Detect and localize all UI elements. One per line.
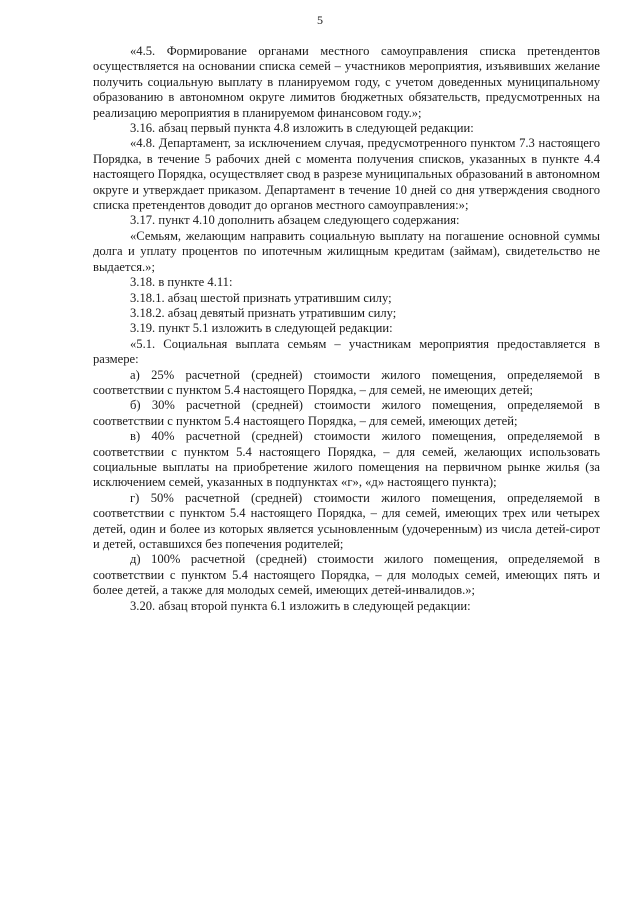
paragraph-5-1-d: д) 100% расчетной (средней) стоимости жилого помещения, определяемой в соответствии с пунктом 5.4 настоящего Порядка, – для молодых семей, имеющих пять и более детей, а также для молодых семей, имеющих детей-инвалидов.»; xyxy=(93,552,600,598)
paragraph-3-17: 3.17. пункт 4.10 дополнить абзацем следующего содержания: xyxy=(130,213,460,228)
paragraph-3-19: 3.19. пункт 5.1 изложить в следующей редакции: xyxy=(130,321,393,336)
paragraph-4-8: «4.8. Департамент, за исключением случая, предусмотренного пунктом 7.3 настоящего Порядка, в течение 5 рабочих дней с момента получения списков, указанных в пункте 4.4 настоящего Порядка, осуществляет свод в разрезе муниципальных образований в автономном округе и утверждает приказом. Департамент в течение 10 дней со дня утверждения сводного списка претендентов доводит до органов местного самоуправления:»; xyxy=(93,136,600,213)
paragraph-3-16: 3.16. абзац первый пункта 4.8 изложить в следующей редакции: xyxy=(130,121,474,136)
paragraph-4-10-addition: «Семьям, желающим направить социальную выплату на погашение основной суммы долга и уплату процентов по ипотечным жилищным кредитам (займам), свидетельство не выдается.»; xyxy=(93,228,600,274)
paragraph-3-20: 3.20. абзац второй пункта 6.1 изложить в следующей редакции: xyxy=(130,598,471,613)
paragraph-3-18-2: 3.18.2. абзац девятый признать утратившим силу; xyxy=(130,305,397,320)
page-number: 5 xyxy=(317,13,323,27)
paragraph-5-1: «5.1. Социальная выплата семьям – участникам мероприятия предоставляется в размере: xyxy=(93,336,600,367)
paragraph-5-1-v: в) 40% расчетной (средней) стоимости жилого помещения, определяемой в соответствии с пунктом 5.4 настоящего Порядка, – для семей, желающих использовать социальные выплаты на приобретение жилого помещения на первичном рынке жилья (за исключением семей, указанных в подпунктах «г», «д» настоящего пункта); xyxy=(93,429,600,490)
paragraph-5-1-a: а) 25% расчетной (средней) стоимости жилого помещения, определяемой в соответствии с пунктом 5.4 настоящего Порядка, – для семей, не имеющих детей; xyxy=(93,367,600,397)
document-body xyxy=(93,44,600,614)
paragraph-3-18-1: 3.18.1. абзац шестой признать утратившим силу; xyxy=(130,290,392,305)
paragraph-3-18: 3.18. в пункте 4.11: xyxy=(130,275,233,290)
paragraph-4-5: «4.5. Формирование органами местного самоуправления списка претендентов осуществляется на основании списка семей – участников мероприятия, изъявивших желание получить социальную выплату в планируемом году, с учетом доведенных муниципальному образованию в автономном округе лимитов бюджетных обязательств, предусмотренных на реализацию мероприятия в планируемом финансовом году.»; xyxy=(93,44,600,120)
paragraph-5-1-b: б) 30% расчетной (средней) стоимости жилого помещения, определяемой в соответствии с пунктом 5.4 настоящего Порядка, – для семей, имеющих детей; xyxy=(93,398,600,428)
paragraph-5-1-g: г) 50% расчетной (средней) стоимости жилого помещения, определяемой в соответствии с пунктом 5.4 настоящего Порядка, – для семей, имеющих трех или четырех детей, один и более из которых является усыновленным (удочеренным) из числа детей-сирот и детей, оставшихся без попечения родителей; xyxy=(93,490,600,551)
